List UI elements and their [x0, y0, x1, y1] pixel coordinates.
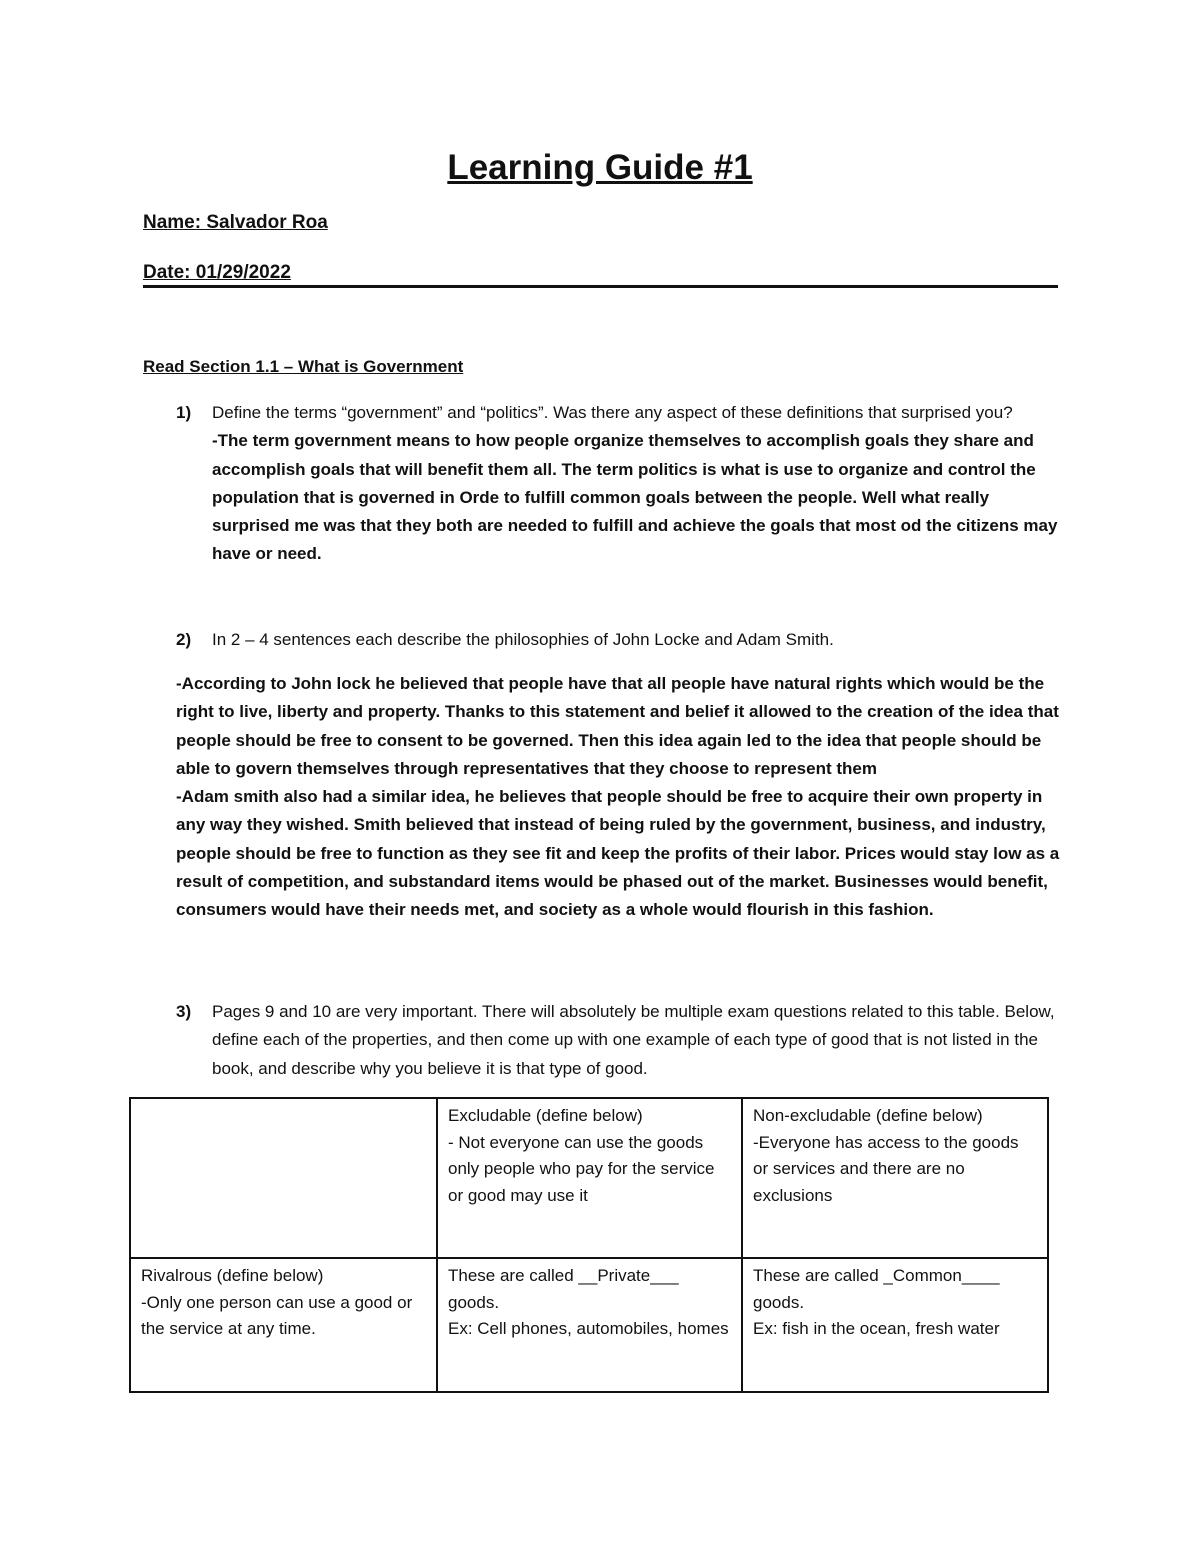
question-1 — [143, 399, 1058, 569]
goods-classification-table — [129, 1097, 1049, 1393]
assignment-date: Date: 01/29/2022 — [143, 262, 291, 283]
excludable-cell — [437, 1098, 742, 1258]
table-row — [130, 1258, 1048, 1392]
rivalrous-definition: -Only one person can use a good or the service at any time. — [141, 1292, 413, 1338]
page-title: Learning Guide #1 — [447, 148, 753, 187]
question-number: 3) — [176, 1002, 192, 1021]
common-goods-label: These are called _Common____ goods. — [753, 1266, 1000, 1312]
smith-answer: -Adam smith also had a similar idea, he believes that people should be free to acquire their own property in any way they wished. Smith believed that instead of being ruled by the government, business, and industry, people should be free to function as they see fit and keep the profits of their labor. Prices would stay low as a result of competition, and substandard items would be phased out of the market. Businesses would benefit, consumers would have their needs met, and society as a whole would flourish in this fashion. — [176, 787, 1060, 920]
table-corner-cell — [130, 1098, 437, 1258]
question-prompt: In 2 – 4 sentences each describe the philosophies of John Locke and Adam Smith. — [212, 630, 834, 649]
question-3 — [143, 998, 1058, 1083]
excludable-definition: - Not everyone can use the goods only people who pay for the service or good may use it — [448, 1132, 715, 1205]
question-2-answers — [176, 670, 1066, 925]
nonexcludable-header: Non-excludable (define below) — [753, 1106, 983, 1125]
nonexcludable-cell — [742, 1098, 1048, 1258]
locke-answer: -According to John lock he believed that people have that all people have natural rights which would be the right to live, liberty and property. Thanks to this statement and belief it allowed to the creation of the idea that people should be free to consent to be governed. Then this idea again led to the idea that people should be able to govern themselves through representatives that they choose to represent them — [176, 674, 1059, 778]
common-goods-cell — [742, 1258, 1048, 1392]
question-2 — [143, 626, 1058, 654]
nonexcludable-definition: -Everyone has access to the goods or services and there are no exclusions — [753, 1132, 1019, 1205]
section-heading: Read Section 1.1 – What is Government — [143, 357, 464, 376]
question-answer: -The term government means to how people organize themselves to accomplish goals they share and accomplish goals that will benefit them all. The term politics is what is use to organize and control the population that is governed in Orde to fulfill common goals between the people. Well what really surprised me was that they both are needed to fulfill and achieve the goals that most od the citizens may have or need. — [212, 431, 1058, 564]
question-prompt: Pages 9 and 10 are very important. There will absolutely be multiple exam questions related to this table. Below, define each of the properties, and then come up with one example of each type of good that is not listed in the book, and describe why you believe it is that type of good. — [212, 1002, 1055, 1078]
excludable-header: Excludable (define below) — [448, 1106, 643, 1125]
common-goods-example: Ex: fish in the ocean, fresh water — [753, 1319, 1000, 1338]
question-number: 1) — [176, 403, 192, 422]
private-goods-example: Ex: Cell phones, automobiles, homes — [448, 1319, 729, 1338]
student-name: Name: Salvador Roa — [143, 212, 328, 233]
private-goods-label: These are called __Private___ goods. — [448, 1266, 679, 1312]
table-row — [130, 1098, 1048, 1258]
rivalrous-cell — [130, 1258, 437, 1392]
header-divider — [143, 285, 1058, 288]
question-prompt: Define the terms “government” and “politics”. Was there any aspect of these definitions that surprised you? — [212, 403, 1013, 422]
question-number: 2) — [176, 630, 192, 649]
private-goods-cell — [437, 1258, 742, 1392]
rivalrous-header: Rivalrous (define below) — [141, 1266, 324, 1285]
